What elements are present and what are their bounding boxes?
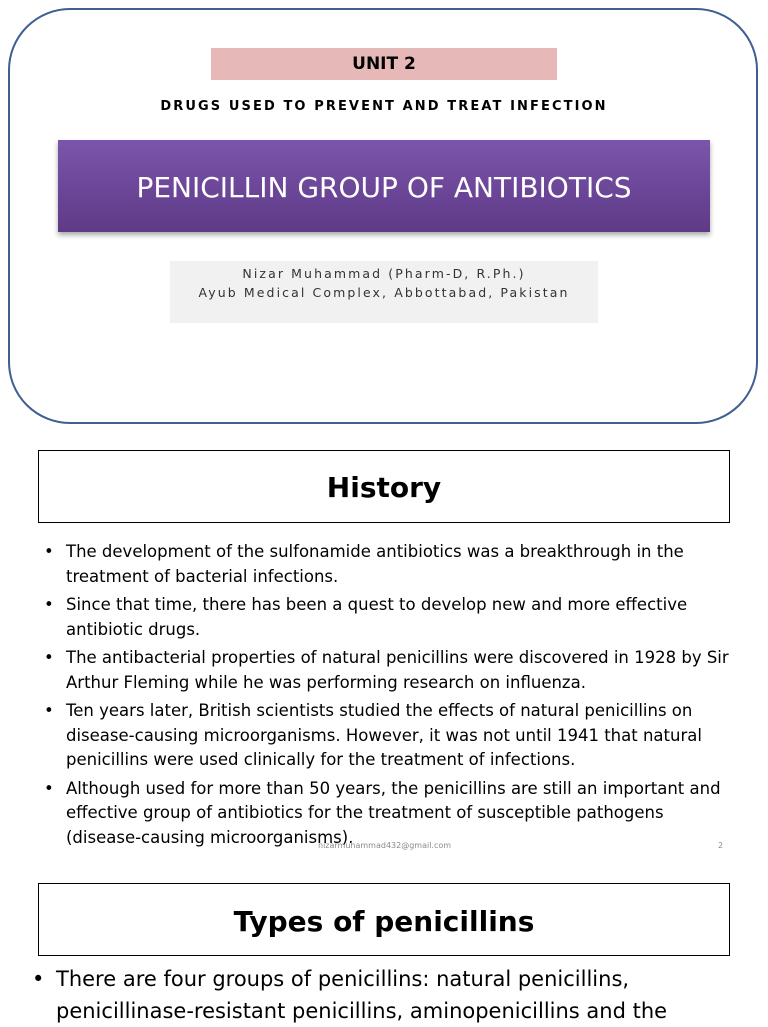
list-item: [0, 699, 768, 773]
list-item: [0, 777, 768, 851]
author-name: Nizar Muhammad (Pharm-D, R.Ph.): [242, 266, 526, 281]
history-heading: History: [38, 450, 730, 523]
list-item: [0, 646, 768, 695]
unit-badge: UNIT 2: [211, 48, 557, 80]
footer-email: nizarmuhammad432@gmail.com: [318, 841, 452, 850]
bullet-icon: •: [44, 595, 54, 614]
page-number: 2: [718, 841, 724, 850]
bullet-text: Although used for more than 50 years, the penicillins are still an important and effective group of antibiotics for the treatment of susceptible pathogens (disease-causing microorganisms).: [66, 778, 721, 847]
list-item: [0, 963, 768, 1027]
bullet-icon: •: [32, 967, 45, 991]
author-affiliation: Ayub Medical Complex, Abbottabad, Pakistan: [198, 285, 570, 300]
title-banner: PENICILLIN GROUP OF ANTIBIOTICS: [58, 140, 710, 232]
types-bullet-list: [0, 963, 768, 1027]
bullet-icon: •: [44, 542, 54, 561]
author-box: [170, 261, 598, 323]
bullet-text: The antibacterial properties of natural penicillins were discovered in 1928 by Sir Arthur Fleming while he was performing research on influenza.: [66, 648, 729, 692]
list-item: [0, 593, 768, 642]
list-item: [0, 540, 768, 589]
slide-subtitle: DRUGS USED TO PREVENT AND TREAT INFECTION: [160, 99, 608, 114]
bullet-icon: •: [44, 648, 54, 667]
bullet-text: Ten years later, British scientists studied the effects of natural penicillins on disease-causing microorganisms. However, it was not until 1941 that natural penicillins were used clinically for the treatment of infections.: [66, 701, 702, 769]
bullet-text: Since that time, there has been a quest to develop new and more effective antibiotic drugs.: [66, 595, 688, 639]
history-bullet-list: [0, 540, 768, 854]
bullet-icon: •: [44, 701, 54, 720]
types-heading: Types of penicillins: [38, 883, 730, 956]
bullet-text: The development of the sulfonamide antibiotics was a breakthrough in the treatment of bacterial infections.: [66, 542, 684, 586]
bullet-text: There are four groups of penicillins: natural penicillins, penicillinase-resistant penicillins, aminopenicillins and the: [56, 967, 668, 1023]
bullet-icon: •: [44, 778, 54, 798]
